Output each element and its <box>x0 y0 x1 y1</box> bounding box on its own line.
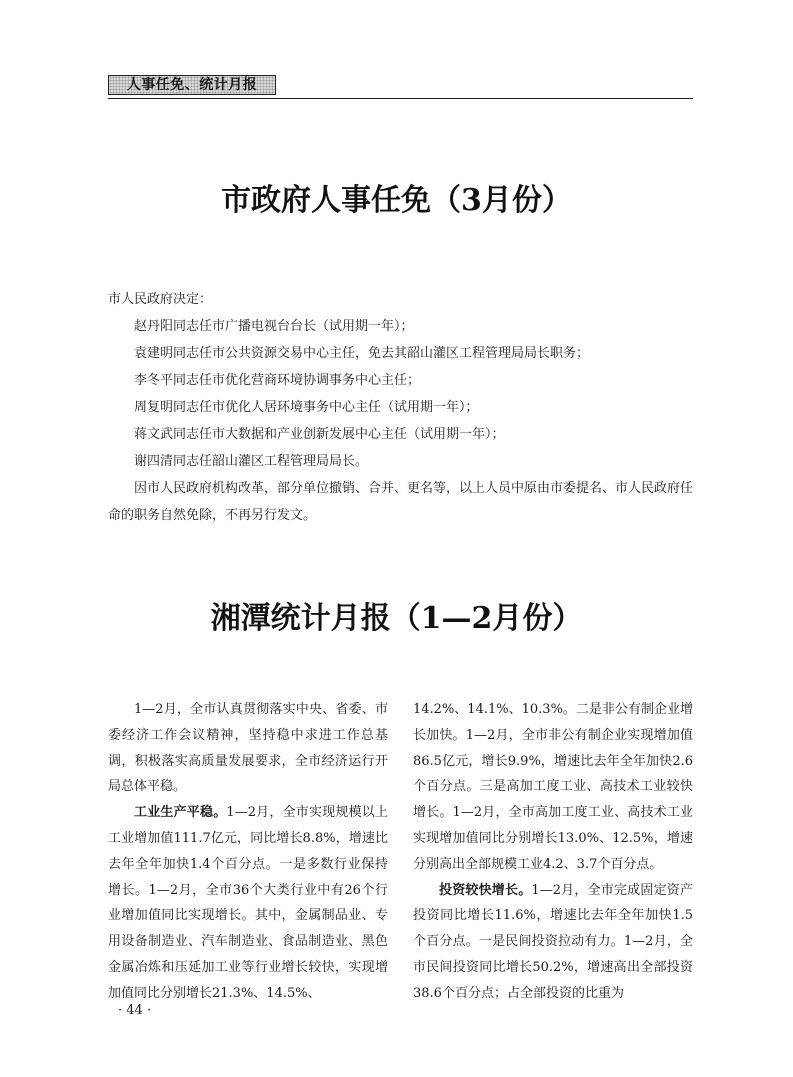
investment-heading: 投资较快增长。 <box>439 882 532 898</box>
appointment-item: 蒋文武同志任市大数据和产业创新发展中心主任（试用期一年）； <box>134 427 505 442</box>
appointment-item: 谢四清同志任韶山灌区工程管理局局长。 <box>134 454 369 469</box>
report-left-column <box>108 697 388 1007</box>
page-number: · 44 · <box>118 1003 152 1018</box>
report-title: 湘潭统计月报（1—2月份） <box>210 601 583 636</box>
investment-text: 1—2月，全市完成固定资产投资同比增长11.6%，增速比去年全年加快1.5个百分点。一是民间投资拉动有力。1—2月，全市民间投资同比增长50.2%，增速高出全部投资38.6个百分点；占全部投资的比重为 <box>413 882 693 1001</box>
section-tag: 人事任免、统计月报 <box>108 75 276 95</box>
appointments-intro: 市人民政府决定： <box>108 292 213 307</box>
appointment-item: 袁建明同志任市公共资源交易中心主任，免去其韶山灌区工程管理局局长职务； <box>134 346 590 361</box>
appointments-body <box>108 286 693 529</box>
industry-paragraph <box>108 800 388 1006</box>
industry-text: 1—2月，全市实现规模以上工业增加值111.7亿元，同比增长8.8%，增速比去年全年加快1.4个百分点。一是多数行业保持增长。1—2月，全市36个大类行业中有26个行业增加值同比实现增长。其中，金属制品业、专用设备制造业、汽车制造业、食品制造业、黑色金属冶炼和压延加工业等行业增长较快，实现增加值同比分别增长21.3%、14.5%、 <box>108 805 388 1001</box>
appointment-item: 周复明同志任市优化人居环境事务中心主任（试用期一年）； <box>134 400 479 415</box>
header-rule <box>108 98 693 99</box>
appointments-note: 因市人民政府机构改革，部分单位撤销、合并、更名等，以上人员中原由市委提名、市人民政府任命的职务自然免除，不再另行发文。 <box>108 481 694 523</box>
report-right-column <box>413 697 693 1007</box>
report-intro-paragraph: 1—2月，全市认真贯彻落实中央、省委、市委经济工作会议精神，坚持稳中求进工作总基调，积极落实高质量发展要求，全市经济运行开局总体平稳。 <box>108 702 388 795</box>
appointment-item: 李冬平同志任市优化营商环境协调事务中心主任； <box>134 373 421 388</box>
industry-continued-paragraph: 14.2%、14.1%、10.3%。二是非公有制企业增长加快。1—2月，全市非公有制企业实现增加值86.5亿元，增长9.9%，增速比去年全年加快2.6个百分点。三是高加工度工业、高技术工业较快增长。1—2月，全市高加工度工业、高技术工业实现增加值同比分别增长13.0%、12.5%，增速分别高出全部规模工业4.2、3.7个百分点。 <box>413 702 693 872</box>
industry-heading: 工业生产平稳。 <box>134 805 227 821</box>
appointment-item: 赵丹阳同志任市广播电视台台长（试用期一年）； <box>134 319 414 334</box>
investment-paragraph <box>413 878 693 1007</box>
appointments-title: 市政府人事任免（3月份） <box>221 183 572 218</box>
